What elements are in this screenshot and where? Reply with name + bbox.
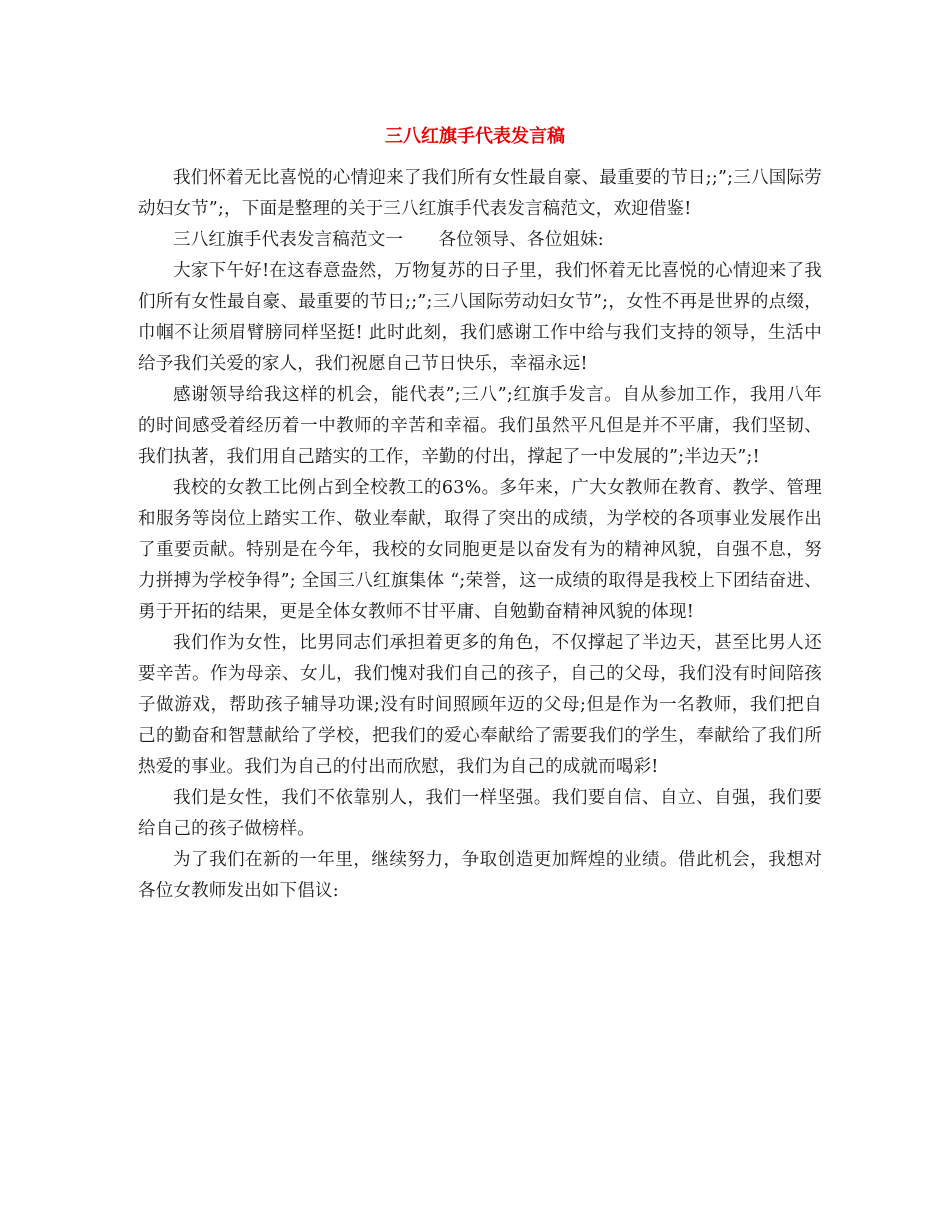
- paragraph-sample-heading: 三八红旗手代表发言稿范文一 各位领导、各位姐妹:: [173, 230, 604, 250]
- paragraph-thanks: 感谢领导给我这样的机会，能代表”;三八”;红旗手发言。自从参加工作，我用八年的时间感受着经历着一中教师的辛苦和幸福。我们虽然平凡但是并不平庸，我们坚韧、我们执著，我们用自己踏实的工作，辛勤的付出，撑起了一中发展的”;半边天”;!: [138, 385, 822, 467]
- paragraph-strength: 我们是女性，我们不依靠别人，我们一样坚强。我们要自信、自立、自强，我们要给自己的孩子做榜样。: [138, 788, 822, 839]
- paragraph-intro: 我们怀着无比喜悦的心情迎来了我们所有女性最自豪、最重要的节日;;”;三八国际劳动妇女节”;，下面是整理的关于三八红旗手代表发言稿范文，欢迎借鉴!: [138, 168, 822, 219]
- paragraph-proposal: 为了我们在新的一年里，继续努力，争取创造更加辉煌的业绩。借此机会，我想对各位女教师发出如下倡议:: [138, 850, 822, 901]
- paragraph-roles: 我们作为女性，比男同志们承担着更多的角色，不仅撑起了半边天，甚至比男人还要辛苦。作为母亲、女儿，我们愧对我们自己的孩子，自己的父母，我们没有时间陪孩子做游戏，帮助孩子辅导功课;没有时间照顾年迈的父母;但是作为一名教师，我们把自己的勤奋和智慧献给了学校，把我们的爱心奉献给了需要我们的学生，奉献给了我们所热爱的事业。我们为自己的付出而欣慰，我们为自己的成就而喝彩!: [138, 633, 822, 777]
- document-body: [138, 163, 822, 907]
- document-title: 三八红旗手代表发言稿: [385, 126, 565, 147]
- paragraph-greeting: 大家下午好!在这春意盎然，万物复苏的日子里，我们怀着无比喜悦的心情迎来了我们所有女性最自豪、最重要的节日;;”;三八国际劳动妇女节”;，女性不再是世界的点缀，巾帼不让须眉臂膀同样坚挺! 此时此刻，我们感谢工作中给与我们支持的领导，生活中给予我们关爱的家人，我们祝愿自己节日快乐，幸福永远!: [138, 261, 822, 374]
- paragraph-school-stats: 我校的女教工比例占到全校教工的63%。多年来，广大女教师在教育、教学、管理和服务等岗位上踏实工作、敬业奉献，取得了突出的成绩，为学校的各项事业发展作出了重要贡献。特别是在今年，我校的女同胞更是以奋发有为的精神风貌，自强不息，努力拼搏为学校争得”; 全国三八红旗集体 “;荣誉，这一成绩的取得是我校上下团结奋进、勇于开拓的结果，更是全体女教师不甘平庸、自勉勤奋精神风貌的体现!: [138, 478, 822, 622]
